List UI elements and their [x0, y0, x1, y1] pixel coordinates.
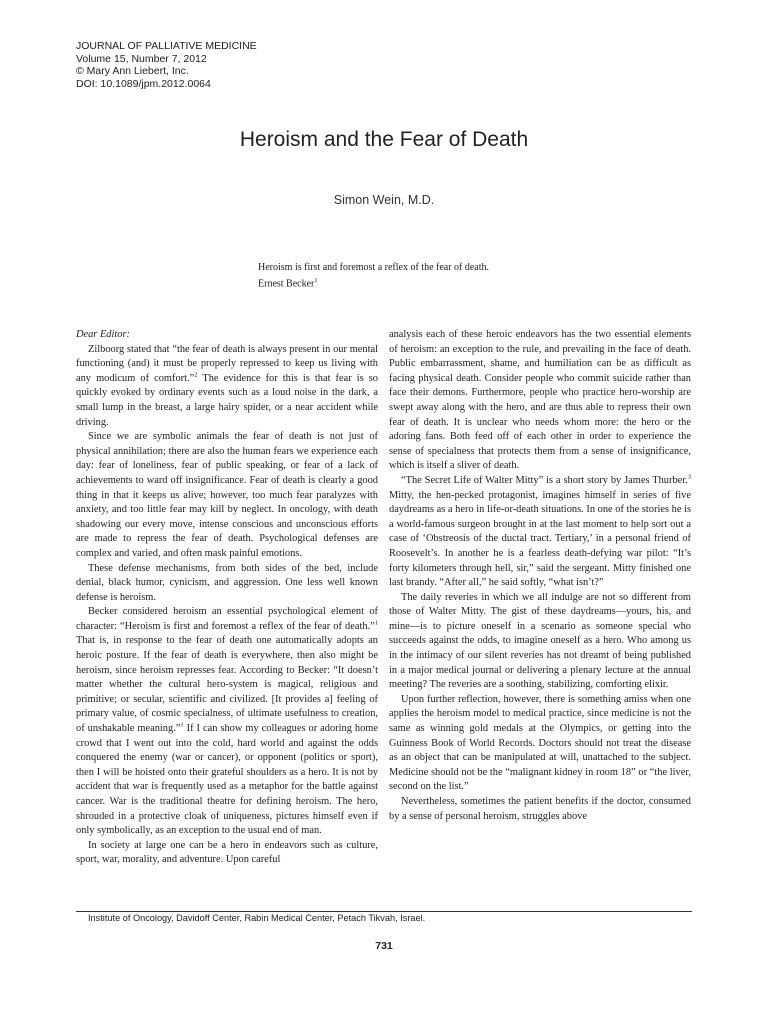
paragraph-text: Upon further reflection, however, there is something amiss when one applies the heroism model to medical practice, since medicine is not the same as winning gold medals at the Olympics, or getting into the Guinness Book of World Records. Doctors should not treat the disease as an object that can be manipulated at will, unattached to the subject. Medicine should not be the “malignant kidney in room 18” or “the liver, second on the list.” [389, 693, 691, 793]
epigraph-reference: 1 [314, 277, 318, 284]
left-column [76, 328, 378, 868]
body-paragraph [76, 343, 378, 431]
right-column-body [389, 328, 691, 824]
paragraph-text: The daily reveries in which we all indulge are not so different from those of Walter Mitty. The gist of these daydreams—yours, his, and mine—is to picture oneself in a scenario as someone special who succeeds against the odds, to imagine oneself as a hero. Who among us in the intimacy of our silent reveries has not dreamt of being published in a major medical journal or delivering a plenary lecture at the annual meeting? The reveries are a soothing, stabilizing, comforting elixir. [389, 591, 691, 691]
body-paragraph [76, 605, 378, 839]
journal-header [76, 40, 257, 90]
reference-citation: 3 [687, 473, 691, 481]
left-column-body [76, 343, 378, 868]
paragraph-text: The evidence for this is that fear is so quickly evoked by ordinary events such as a loud noise in the dark, a small lump in the breast, a large hairy spider, or a near accident while driving. [76, 372, 378, 428]
paragraph-text: analysis each of these heroic endeavors has the two essential elements of heroism: an exception to the rule, and prevailing in the face of death. Public embarrassment, shame, and humiliation can be as difficult as facing physical death. Consider people who commit suicide rather than face their demons. Furthermore, people who practice hero-worship are swept away along with the hero, and are thus able to repress their own fear of death. It is unclear who needs whom more: the hero or the adoring fans. Both feed off of each other in order to experience the sense of specialness that protects them from a sense of insignificance, which is itself a sliver of death. [389, 329, 691, 472]
footnote-divider [76, 911, 692, 912]
right-column [389, 328, 691, 824]
paragraph-text: If I can show my colleagues or adoring home crowd that I went out into the cold, hard world and against the odds conquered the enemy (war or cancer), or opponent (politics or sport), then I will be hoisted onto their grateful shoulders as a hero. It is not by accident that war is frequently used as a metaphor for the battle against cancer. War is the traditional theatre for defining heroism. The hero, shrouded in a protective cloak of uniqueness, pictures himself even if only symbolically, as an exception to the usual end of man. [76, 723, 378, 837]
body-paragraph [389, 795, 691, 824]
body-paragraph [389, 474, 691, 591]
paragraph-text: In society at large one can be a hero in endeavors such as culture, sport, war, morality, and adventure. Upon careful [76, 839, 378, 866]
paragraph-text: Nevertheless, sometimes the patient benefits if the doctor, consumed by a sense of personal heroism, struggles above [389, 796, 691, 822]
author-affiliation: Institute of Oncology, Davidoff Center, Rabin Medical Center, Petach Tikvah, Israel. [88, 913, 426, 923]
journal-name: JOURNAL OF PALLIATIVE MEDICINE [76, 40, 257, 52]
epigraph-quote: Heroism is first and foremost a reflex of the fear of death. [258, 262, 490, 273]
body-paragraph [76, 839, 378, 868]
paragraph-text: These defense mechanisms, from both sides of the bed, include denial, black humor, cynicism, and aggression. One less well known defense is heroism. [76, 562, 378, 603]
paragraph-text: Since we are symbolic animals the fear of death is not just of physical annihilation; there are also the human fears we experience each day: fear of loneliness, fear of public speaking, or fear of a lack of achievements to ward off insignificance. Fear of death is clearly a good thing in that it keeps us alive; however, too much fear paralyzes with anxiety, and too little fear may kill by neglect. In oncology, with death shadowing our every move, intense conscious and unconscious efforts are made to repress the fear of death. Psychological defenses are complex and varied, and often mask painful emotions. [76, 431, 378, 559]
epigraph [258, 261, 489, 290]
paragraph-text: Zilboorg stated that “the fear of death is always present in our mental functioning (and) it must be properly repressed to keep us living with any modicum of comfort.” [76, 343, 378, 384]
epigraph-attribution-line [258, 274, 489, 290]
paragraph-text: Becker considered heroism an essential psychological element of character: “Heroism is first and foremost a reflex of the fear of death.” [76, 606, 378, 632]
reference-citation: 2 [194, 371, 198, 379]
page-number: 731 [375, 940, 393, 952]
body-paragraph [389, 693, 691, 795]
body-paragraph [389, 328, 691, 474]
paragraph-text: Mitty, the hen-pecked protagonist, imagines himself in series of five daydreams as a hero in life-or-death situations. In one of the stories he is a world-famous surgeon brought in at the last moment to help sort out a case of ‘Obstreosis of the ductal tract. Tertiary,’ in a personal friend of Roosevelt’s. In another he is a fearless death-defying war pilot: “It’s forty kilometers through hell, sir,” said the sergeant. Mitty finished one last brandy. “After all,” he said softly, “what isn’t?” [389, 489, 691, 589]
body-paragraph [76, 430, 378, 561]
journal-doi: DOI: 10.1089/jpm.2012.0064 [76, 77, 211, 90]
author-name: Simon Wein, M.D. [333, 193, 435, 207]
body-paragraph [389, 591, 691, 693]
paragraph-text: That is, in response to the fear of death one automatically adopts an heroic posture. If the fear of death is everywhere, then also might be heroism, since heroism represses fear. According to Becker: “It doesn’t matter whether the cultural hero-system is magical, religious and primitive; or secular, scientific and civilized. [It provides a] feeling of primary value, of cosmic specialness, of ultimate usefulness to creation, of unshakable meaning.” [76, 635, 378, 735]
epigraph-attribution: Ernest Becker [258, 278, 315, 290]
body-paragraph [76, 562, 378, 606]
journal-volume: Volume 15, Number 7, 2012 [76, 52, 207, 65]
reference-citation: 1 [180, 721, 184, 729]
article-title: Heroism and the Fear of Death [239, 128, 529, 151]
journal-copyright: © Mary Ann Liebert, Inc. [76, 65, 189, 78]
salutation: Dear Editor: [76, 329, 130, 340]
paragraph-text: “The Secret Life of Walter Mitty” is a short story by James Thurber. [401, 474, 688, 486]
reference-citation: 1 [374, 619, 378, 627]
